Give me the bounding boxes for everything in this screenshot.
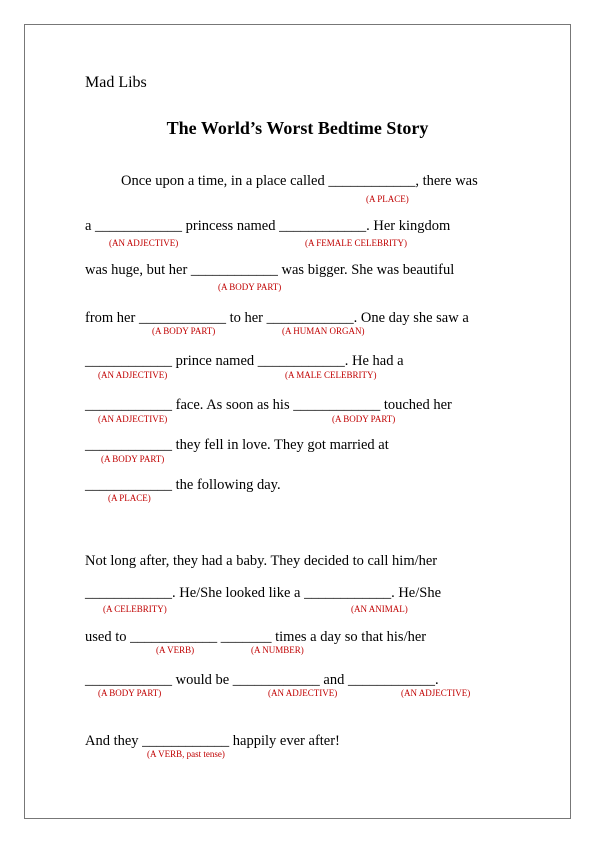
blank-hint: (A BODY PART) <box>218 282 282 292</box>
blank-hint: (AN ADJECTIVE) <box>98 370 168 380</box>
story-line: a ____________ princess named ____________. Her kingdom <box>85 218 451 234</box>
blank-hint: (A CELEBRITY) <box>103 604 167 614</box>
blank-hint: (AN ADJECTIVE) <box>401 688 471 698</box>
blank-hint: (A BODY PART) <box>98 688 162 698</box>
blank-hint: (A PLACE) <box>366 194 409 204</box>
story-line: ____________ the following day. <box>85 477 281 493</box>
story-line: Once upon a time, in a place called ____________, there was <box>121 173 478 189</box>
blank-hint: (AN ADJECTIVE) <box>268 688 338 698</box>
blank-hint: (AN ANIMAL) <box>351 604 408 614</box>
blank-hint: (A PLACE) <box>108 493 151 503</box>
blank-hint: (A VERB, past tense) <box>147 749 225 759</box>
blank-hint: (A BODY PART) <box>332 414 396 424</box>
story-line: ____________ face. As soon as his ____________ touched her <box>85 397 452 413</box>
blank-hint: (A NUMBER) <box>251 645 304 655</box>
story-line: Not long after, they had a baby. They decided to call him/her <box>85 553 438 569</box>
blank-hint: (A BODY PART) <box>152 326 216 336</box>
story-line: ____________ prince named ____________. He had a <box>85 353 404 369</box>
story-line: And they ____________ happily ever after! <box>85 733 340 749</box>
blank-hint: (A HUMAN ORGAN) <box>282 326 365 336</box>
blank-hint: (A FEMALE CELEBRITY) <box>305 238 407 248</box>
blank-hint: (AN ADJECTIVE) <box>109 238 179 248</box>
story-line: ____________. He/She looked like a ____________. He/She <box>85 585 442 601</box>
story-line: ____________ they fell in love. They got married at <box>85 437 389 453</box>
story-line: ____________ would be ____________ and ____________. <box>85 672 439 688</box>
blank-hint: (A MALE CELEBRITY) <box>285 370 377 380</box>
story-title: The World’s Worst Bedtime Story <box>166 118 429 138</box>
blank-hint: (A VERB) <box>156 645 195 655</box>
blank-hint: (AN ADJECTIVE) <box>98 414 168 424</box>
blank-hint: (A BODY PART) <box>101 454 165 464</box>
story-line: from her ____________ to her ____________. One day she saw a <box>85 310 469 326</box>
story-line: used to ____________ _______ times a day so that his/her <box>85 629 427 645</box>
story-line: was huge, but her ____________ was bigger. She was beautiful <box>85 262 455 278</box>
heading: Mad Libs <box>85 74 147 91</box>
